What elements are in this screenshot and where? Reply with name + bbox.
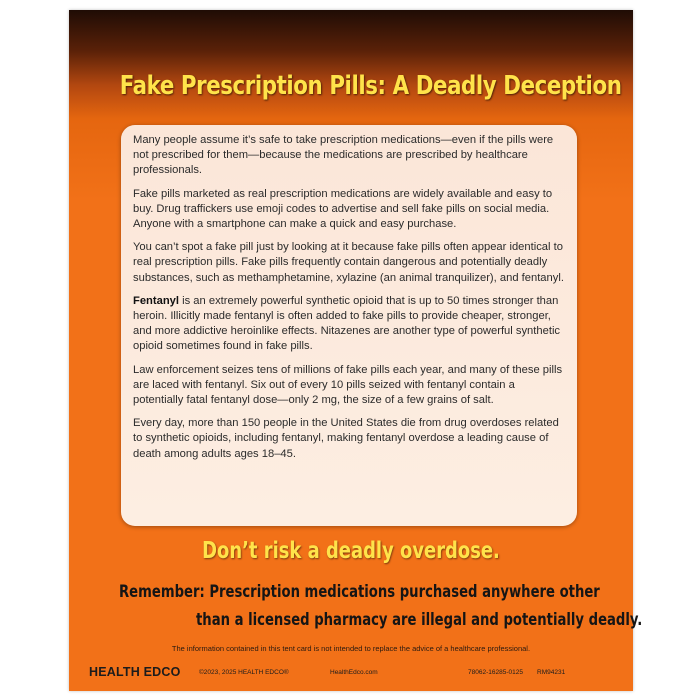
poster-title: Fake Prescription Pills: A Deadly Deception (119, 71, 622, 101)
info-text-box (121, 125, 577, 526)
paragraph-availability: Fake pills marketed as real prescription medications are widely available and easy to buy. Drug traffickers use emoji codes to advertise and sell fake pills on social media. Anyone with a smartphone can make a quick and easy purchase. (133, 187, 553, 231)
disclaimer: The information contained in this tent card is not intended to replace the advice of a healthcare professional. (171, 644, 531, 653)
paragraph-seizures: Law enforcement seizes tens of millions of fake pills each year, and many of these pills are laced with fentanyl. Six out of every 10 pills seized with fentanyl contain a potentially fatal fentanyl dose—only 2 mg, the size of a few grains of salt. (133, 363, 563, 407)
warning-headline: Don’t risk a deadly overdose. (202, 538, 500, 564)
remember-line-2: than a licensed pharmacy are illegal and potentially deadly. (196, 610, 643, 629)
paragraph-fentanyl (133, 294, 567, 355)
poster (69, 10, 643, 691)
copyright: ©2023, 2025 HEALTH EDCO® (199, 669, 289, 676)
website: HealthEdco.com (330, 669, 378, 676)
footer (69, 665, 633, 681)
paragraph-deaths: Every day, more than 150 people in the United States die from drug overdoses related to synthetic opioids, including fentanyl, making fentanyl overdose a leading cause of death among adults ages 18–45. (133, 417, 559, 460)
paragraph-identification: You can’t spot a fake pill just by looking at it because fake pills often appear identical to real prescription pills. Fake pills frequently contain dangerous and potentially deadly substances, such as methamphetamine, xylazine (an animal tranquilizer), and fentanyl. (133, 241, 564, 284)
fentanyl-term: Fentanyl (133, 294, 180, 307)
product-number: 78062-16285-0125 (468, 669, 523, 676)
remember-line-1: Remember: Prescription medications purchased anywhere other (119, 582, 600, 601)
brand-logo: HEALTH EDCO (89, 665, 181, 679)
paragraph-assumption: Many people assume it’s safe to take prescription medications—even if the pills were not prescribed for them—because the medications are prescribed by healthcare professionals. (133, 134, 554, 177)
product-code: RM94231 (537, 669, 566, 676)
fentanyl-description: is an extremely powerful synthetic opioid that is up to 50 times stronger than heroin. Illicitly made fentanyl is often added to fake pills to provide cheaper, stronger, and more addictive heroinlike effects. Nitazenes are another type of powerful synthetic opioid sometimes found in fake pills. (133, 294, 561, 353)
